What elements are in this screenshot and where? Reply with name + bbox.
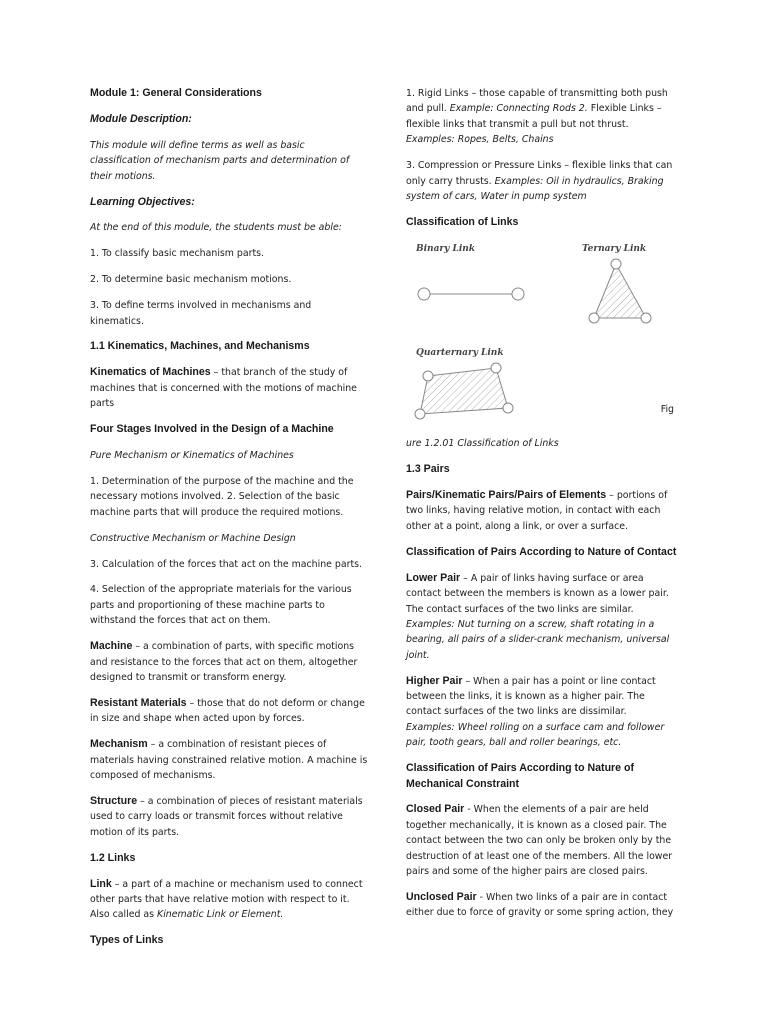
learning-objectives-heading: Learning Objectives: <box>90 195 195 208</box>
module-description-heading: Module Description: <box>90 112 192 125</box>
higher-pair-def-text: – When a pair has a point or line contact between the links, it is known as a higher pair. The contact surfaces of the two links are dissimilar. <box>406 675 656 718</box>
unclosed-pair-term: Unclosed Pair <box>406 891 477 903</box>
stages-1-2: 1. Determination of the purpose of the machine and the necessary motions involved. 2. Selection of the basic machine parts that will produce the required motions. <box>90 475 354 518</box>
binary-link-shape <box>418 288 524 300</box>
resistant-materials-def-text: – those that do not deform or change in size and shape when acted upon by forces. <box>90 697 365 725</box>
flexible-links-example: Examples: Ropes, Belts, Chains <box>406 134 554 146</box>
mechanism-definition <box>90 737 368 783</box>
closed-pair-term: Closed Pair <box>406 803 465 816</box>
lower-pair-def-text: – A pair of links having surface or area contact between the members is known as a lower pair. The contact surfaces of the two links are similar. <box>406 572 669 615</box>
pure-mechanism-subheading: Pure Mechanism or Kinematics of Machines <box>90 450 294 461</box>
section-1-2-heading: 1.2 Links <box>90 851 136 864</box>
higher-pair-term: Higher Pair <box>406 674 463 687</box>
figure-caption-start: Fig <box>660 404 674 416</box>
stage-4: 4. Selection of the appropriate materials for the various parts and proportioning of these machine parts to withstand the forces that act on them. <box>90 584 352 627</box>
unclosed-pair-def-text: - When two links of a pair are in contact either due to force of gravity or some spring action, they <box>406 892 674 919</box>
ternary-link-shape <box>589 259 651 323</box>
structure-def-text: – a combination of pieces of resistant materials used to carry loads or transmit forces without relative motion of its parts. <box>90 795 363 838</box>
machine-term: Machine <box>90 640 133 653</box>
machine-definition <box>90 639 368 685</box>
classification-of-links-heading: Classification of Links <box>406 215 519 228</box>
compression-links-example: Examples: Oil in hydraulics, Braking system of cars, Water in pump system <box>406 175 664 202</box>
closed-pair-def-text: - When the elements of a pair are held together mechanically, it is known as a closed pair. The contact between the two can only be broken only by the destruction of at least one of the members. All the lower pairs and some of the higher pairs are closed pairs. <box>406 804 673 878</box>
link-def-text: – a part of a machine or mechanism used to connect other parts that have relative motion with respect to it. Also called as <box>90 878 363 921</box>
kinematics-def-text: – that branch of the study of machines that is concerned with the motions of machine parts <box>90 367 357 410</box>
pairs-term: Pairs/Kinematic Pairs/Pairs of Elements <box>406 489 607 502</box>
links-figure <box>406 236 678 436</box>
binary-link-label: Binary Link <box>416 244 476 255</box>
lower-pair-term: Lower Pair <box>406 571 461 584</box>
section-1-1-heading: 1.1 Kinematics, Machines, and Mechanisms <box>90 340 310 353</box>
flexible-links-text: Flexible Links – flexible links that transmit a pull but not thrust. <box>406 103 662 130</box>
compression-links-text: 3. Compression or Pressure Links – flexible links that can only carry thrusts. <box>406 160 673 187</box>
left-column <box>90 86 368 949</box>
lower-pair-examples: Examples: Nut turning on a screw, shaft rotating in a bearing, all pairs of a slider-crank mechanism, universal joint. <box>406 618 670 661</box>
constructive-mechanism-subheading: Constructive Mechanism or Machine Design <box>90 532 296 544</box>
lower-pair-definition <box>406 571 678 663</box>
unclosed-pair-definition <box>406 890 678 921</box>
higher-pair-examples: Examples: Wheel rolling on a surface cam and follower pair, tooth gears, ball and roller bearings, etc. <box>406 721 665 749</box>
resistant-materials-definition <box>90 696 368 727</box>
link-definition <box>90 877 368 923</box>
structure-definition <box>90 794 368 840</box>
figure-caption: ure 1.2.01 Classification of Links <box>406 438 559 450</box>
quaternary-link-label: Quarternary Link <box>416 348 504 359</box>
links-diagram <box>406 256 678 436</box>
objectives-intro: At the end of this module, the students must be able: <box>90 222 342 234</box>
link-def-italic: Kinematic Link or Element. <box>157 909 284 921</box>
higher-pair-definition <box>406 674 678 751</box>
right-column <box>406 86 678 921</box>
machine-def-text: – a combination of parts, with specific motions and resistance to the forces that act on them, altogether designed to transmit or transform energy. <box>90 641 358 683</box>
objective-1: 1. To classify basic mechanism parts. <box>90 248 265 260</box>
link-term: Link <box>90 877 112 890</box>
pairs-def-text: – portions of two links, having relative motion, in contact with each other at a point, along a link, or over a surface. <box>406 490 668 532</box>
resistant-materials-term: Resistant Materials <box>90 696 187 709</box>
objective-3: 3. To define terms involved in mechanisms and kinematics. <box>90 300 312 327</box>
mechanism-def-text: – a combination of resistant pieces of materials having constrained relative motion. A machine is composed of mechanisms. <box>90 739 368 781</box>
rigid-links-text: 1. Rigid Links – those capable of transmitting both push and pull. <box>406 88 668 115</box>
stage-3: 3. Calculation of the forces that act on the machine parts. <box>90 558 363 570</box>
rigid-flexible-links <box>406 86 678 148</box>
types-of-links-heading: Types of Links <box>90 934 164 947</box>
kinematics-term: Kinematics of Machines <box>90 366 211 379</box>
closed-pair-definition <box>406 802 678 879</box>
objective-2: 2. To determine basic mechanism motions. <box>90 274 292 286</box>
structure-term: Structure <box>90 794 138 807</box>
module-title: Module 1: General Considerations <box>90 87 262 99</box>
mechanism-term: Mechanism <box>90 738 148 751</box>
pairs-definition <box>406 488 678 534</box>
four-stages-heading: Four Stages Involved in the Design of a Machine <box>90 423 334 436</box>
compression-links <box>406 158 678 204</box>
classification-nature-contact-heading: Classification of Pairs According to Nature of Contact <box>406 545 677 558</box>
module-description-text: This module will define terms as well as basic classification of mechanism parts and determination of their motions. <box>90 139 350 182</box>
rigid-links-example: Example: Connecting Rods 2. <box>449 103 588 115</box>
classification-nature-constraint-heading: Classification of Pairs According to Nature of Mechanical Constraint <box>406 762 634 790</box>
kinematics-definition <box>90 365 368 411</box>
quaternary-link-shape <box>415 363 513 419</box>
section-1-3-heading: 1.3 Pairs <box>406 463 450 476</box>
ternary-link-label: Ternary Link <box>582 244 647 255</box>
